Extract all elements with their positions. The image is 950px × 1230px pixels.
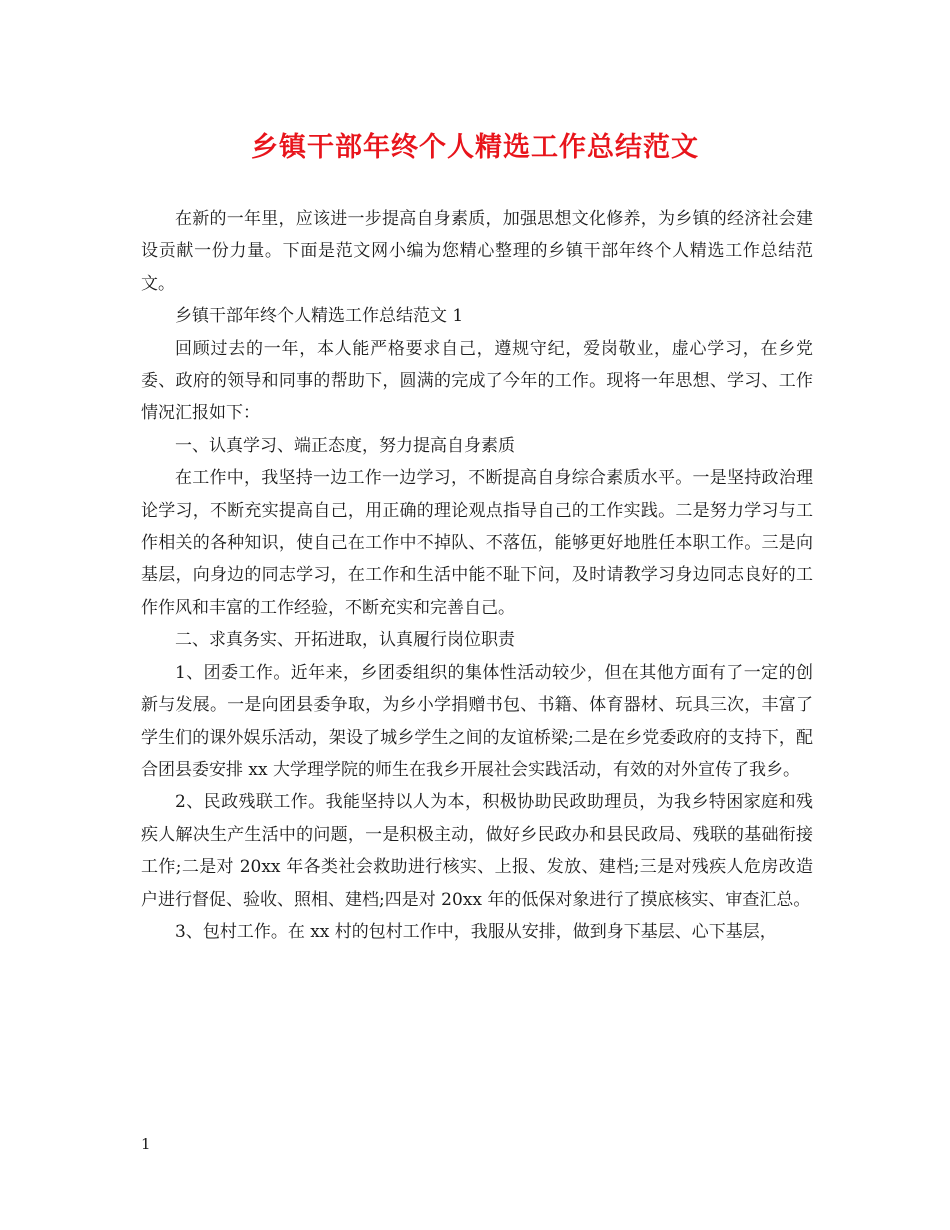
section-heading-example-1: 乡镇干部年终个人精选工作总结范文 1 (175, 306, 464, 327)
study-paragraph: 在工作中，我坚持一边工作一边学习，不断提高自身综合素质水平。一是坚持政治理论学习，不断充实提高自己，用正确的理论观点指导自己的工作实践。二是努力学习与工作相关的各种知识，使自己在工作中不掉队、不落伍，能够更好地胜任本职工作。三是向基层，向身边的同志学习，在工作和生活中能不耻下问，及时请教学习身边同志良好的工作作风和丰富的工作经验，不断充实和完善自己。 (141, 468, 813, 618)
civil-affairs-paragraph: 2、民政残联工作。我能坚持以人为本，积极协助民政助理员，为我乡特困家庭和残疾人解决生产生活中的问题，一是积极主动，做好乡民政办和县民政局、残联的基础衔接工作;二是对 20xx 年各类社会救助进行核实、上报、发放、建档;三是对残疾人危房改造户进行督促、验收、照相、建档;四是对 20xx 年的低保对象进行了摸底核实、审查汇总。 (141, 792, 813, 910)
intro-paragraph: 在新的一年里，应该进一步提高自身素质，加强思想文化修养，为乡镇的经济社会建设贡献一份力量。下面是范文网小编为您精心整理的乡镇干部年终个人精选工作总结范文。 (141, 209, 813, 294)
document-body (141, 203, 813, 948)
youth-league-paragraph: 1、团委工作。近年来，乡团委组织的集体性活动较少，但在其他方面有了一定的创新与发展。一是向团县委争取，为乡小学捐赠书包、书籍、体育器材、玩具三次，丰富了学生们的课外娱乐活动，架设了城乡学生之间的友谊桥梁;二是在乡党委政府的支持下，配合团县委安排 xx 大学理学院的师生在我乡开展社会实践活动，有效的对外宣传了我乡。 (141, 662, 813, 780)
page-number: 1 (141, 1135, 151, 1153)
section-heading-study: 一、认真学习、端正态度，努力提高自身素质 (175, 435, 515, 456)
section-heading-duties: 二、求真务实、开拓进取，认真履行岗位职责 (175, 630, 515, 651)
village-work-paragraph: 3、包村工作。在 xx 村的包村工作中，我服从安排，做到身下基层、心下基层， (175, 921, 777, 942)
document-title: 乡镇干部年终个人精选工作总结范文 (251, 132, 699, 163)
review-paragraph: 回顾过去的一年，本人能严格要求自己，遵规守纪，爱岗敬业，虚心学习，在乡党委、政府的领导和同事的帮助下，圆满的完成了今年的工作。现将一年思想、学习、工作情况汇报如下： (141, 338, 813, 424)
